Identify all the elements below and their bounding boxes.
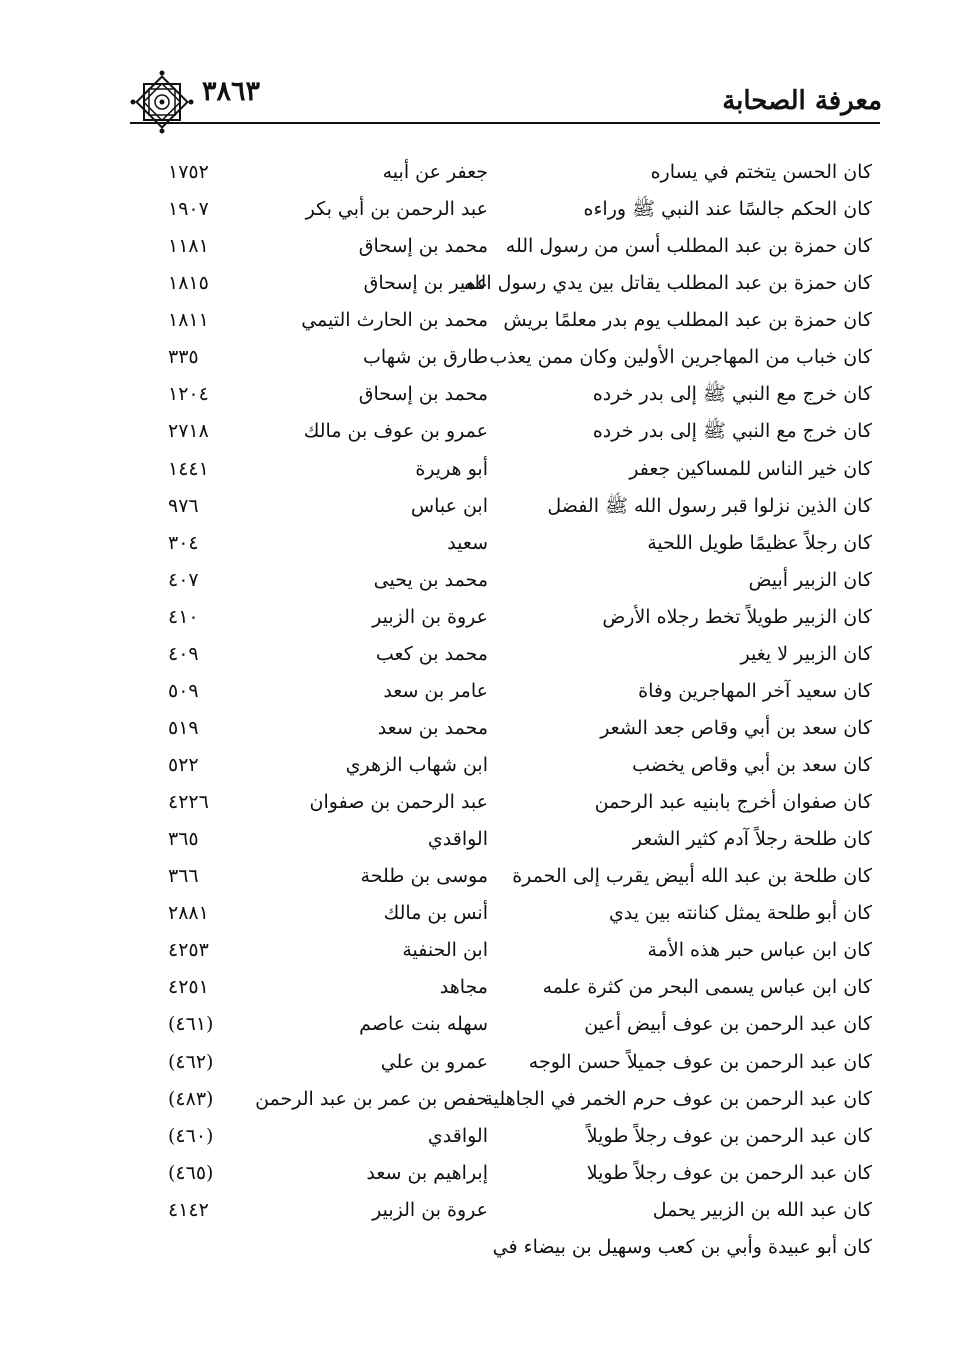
reference-number: (٤٦٠) — [168, 1124, 214, 1147]
narrator-name: طارق بن شهاب — [362, 346, 488, 369]
narrator-name: محمد بن إسحاق — [358, 383, 488, 406]
index-row — [130, 969, 880, 1006]
narrator-name: عامر بن سعد — [383, 679, 488, 702]
hadith-text: كان أبو عبيدة وأبي بن كعب وسهيل بن بيضاء في — [492, 1235, 872, 1258]
hadith-text: كان عبد الرحمن بن عوف رجلاً طويلا — [586, 1161, 872, 1184]
narrator-name: عمرو بن عوف بن مالك — [303, 420, 488, 443]
hadith-text: كان الذين نزلوا قبر رسول الله ﷺ الفضل — [547, 494, 872, 517]
hadith-text: كان عبد الرحمن بن عوف حرم الخمر في الجاهلية — [483, 1087, 872, 1110]
index-row — [130, 821, 880, 858]
hadith-text: كان حمزة بن عبد المطلب يوم بدر معلمًا بريش — [503, 309, 872, 332]
reference-number: ١٨١١ — [168, 309, 209, 332]
book-title: معرفة الصحابة — [722, 86, 882, 116]
narrator-name: ابن عباس — [410, 494, 488, 517]
narrator-name: عبد الرحمن بن صفوان — [309, 791, 488, 814]
hadith-text: كان طلحة رجلاً آدم كثير الشعر — [632, 828, 872, 851]
narrator-name: عبد الرحمن بن أبي بكر — [305, 198, 488, 221]
reference-number: ٣٦٦ — [168, 865, 199, 888]
narrator-name: مجاهد — [439, 976, 488, 999]
narrator-name: إبراهيم بن سعد — [366, 1161, 488, 1184]
reference-number: ٤٢٢٦ — [168, 791, 209, 814]
index-row — [130, 1118, 880, 1155]
narrator-name: أبو هريرة — [415, 457, 488, 480]
narrator-name: محمد بن يحيى — [373, 568, 488, 591]
narrator-name: أنس بن مالك — [383, 902, 488, 925]
index-row — [130, 1155, 880, 1192]
reference-number: ٣٦٥ — [168, 828, 199, 851]
hadith-text: كان الزبير طويلاً تخط رجلاه الأرض — [602, 605, 872, 628]
hadith-text: كان خباب من المهاجرين الأولين وكان ممن يعذب — [489, 346, 872, 369]
index-row — [130, 636, 880, 673]
reference-number: (٤٦٢) — [168, 1050, 214, 1073]
hadith-text: كان خير الناس للمساكين جعفر — [629, 457, 872, 480]
reference-number: ١٢٠٤ — [168, 383, 209, 406]
narrator-name: حفص بن عمر بن عبد الرحمن — [255, 1087, 488, 1110]
index-row — [130, 413, 880, 450]
hadith-text: كان طلحة بن عبد الله أبيض يقرب إلى الحمرة — [512, 865, 872, 888]
index-row — [130, 1081, 880, 1118]
index-row — [130, 525, 880, 562]
narrator-name: ابن الحنفية — [402, 939, 488, 962]
index-row — [130, 488, 880, 525]
index-row — [130, 1044, 880, 1081]
narrator-name: عروة بن الزبير — [372, 1198, 488, 1221]
index-row — [130, 154, 880, 191]
index-row — [130, 451, 880, 488]
reference-number: ٢٨٨١ — [168, 902, 209, 925]
reference-number: ١٤٤١ — [168, 457, 209, 480]
narrator-name: محمد بن الحارث التيمي — [301, 309, 488, 332]
reference-number: ١٨١٥ — [168, 272, 209, 295]
index-row — [130, 228, 880, 265]
hadith-text: كان الحسن يتختم في يساره — [650, 161, 872, 183]
hadith-text: كان خرج مع النبي ﷺ إلى بدر خرده — [592, 420, 872, 443]
hadith-text: كان حمزة بن عبد المطلب أسن من رسول الله — [505, 235, 872, 258]
index-row — [130, 376, 880, 413]
hadith-text: كان سعد بن أبي وقاص جعد الشعر — [600, 716, 872, 739]
reference-number: ٣٠٤ — [168, 531, 199, 554]
narrator-name: عمرو بن علي — [380, 1050, 488, 1073]
reference-number: (٤٨٣) — [168, 1087, 214, 1110]
narrator-name: محمد بن كعب — [375, 642, 488, 665]
reference-number: ٥٠٩ — [168, 679, 199, 702]
reference-number: ٤٢٥٣ — [168, 939, 209, 962]
index-row — [130, 191, 880, 228]
hadith-text: كان عبد الرحمن بن عوف رجلاً طويلاً — [586, 1124, 872, 1147]
reference-number: ٥١٩ — [168, 716, 199, 739]
reference-number: ٩٧٦ — [168, 494, 199, 517]
narrator-name: ابن شهاب الزهري — [345, 754, 488, 776]
hadith-text: كان خرج مع النبي ﷺ إلى بدر خرده — [592, 383, 872, 406]
narrator-name: محمد بن إسحاق — [358, 235, 488, 258]
index-list — [130, 154, 880, 1266]
hadith-text: كان الزبير أبيض — [748, 568, 872, 591]
index-row — [130, 932, 880, 969]
narrator-name: عمير بن إسحاق — [363, 272, 488, 295]
index-row — [130, 895, 880, 932]
page-header — [130, 70, 882, 126]
hadith-text: كان سعد بن أبي وقاص يخضب — [632, 754, 872, 776]
page-number: ٣٨٦٣ — [202, 76, 261, 107]
narrator-name: سهله بنت عاصم — [359, 1013, 488, 1036]
hadith-text: كان عبد الرحمن بن عوف أبيض أعين — [584, 1013, 872, 1036]
hadith-text: كان الزبير لا يغير — [740, 642, 872, 665]
reference-number: ٤٠٩ — [168, 642, 199, 665]
narrator-name: سعيد — [447, 531, 488, 554]
narrator-name: جعفر عن أبيه — [382, 161, 488, 183]
reference-number: (٤٦٥) — [168, 1161, 214, 1184]
hadith-text: كان عبد الله بن الزبير يحمل — [652, 1198, 872, 1221]
narrator-name: محمد بن سعد — [377, 716, 488, 739]
reference-number: ١٧٥٢ — [168, 161, 209, 183]
reference-number: ١٩٠٧ — [168, 198, 209, 221]
star-ornament-icon — [130, 70, 194, 134]
hadith-text: كان صفوان أخرج بابنيه عبد الرحمن — [594, 791, 872, 814]
narrator-name: موسى بن طلحة — [360, 865, 488, 888]
index-row — [130, 265, 880, 302]
header-rule — [130, 122, 880, 124]
narrator-name: الواقدي — [427, 1124, 488, 1147]
reference-number: ٢٧١٨ — [168, 420, 209, 443]
hadith-text: كان حمزة بن عبد المطلب يقاتل بين يدي رسول الله — [464, 272, 872, 295]
hadith-text: كان سعيد آخر المهاجرين وفاة — [638, 679, 872, 702]
index-row — [130, 710, 880, 747]
reference-number: ٤٠٧ — [168, 568, 199, 591]
reference-number: ٤١٠ — [168, 605, 199, 628]
index-row — [130, 302, 880, 339]
hadith-text: كان أبو طلحة يمثل كنانته بين يدي — [608, 902, 872, 925]
hadith-text: كان ابن عباس يسمى البحر من كثرة علمه — [542, 976, 872, 999]
index-row — [130, 858, 880, 895]
index-row — [130, 562, 880, 599]
index-row — [130, 339, 880, 376]
reference-number: ٥٢٢ — [168, 754, 199, 776]
reference-number: ٣٣٥ — [168, 346, 199, 369]
narrator-name: عروة بن الزبير — [372, 605, 488, 628]
reference-number: ١١٨١ — [168, 235, 209, 258]
reference-number: ٤١٤٢ — [168, 1198, 209, 1221]
narrator-name: الواقدي — [427, 828, 488, 851]
index-row — [130, 784, 880, 821]
hadith-text: كان رجلاً عظيمًا طويل اللحية — [647, 531, 872, 554]
index-row — [130, 1229, 880, 1266]
hadith-text: كان عبد الرحمن بن عوف جميلاً حسن الوجه — [528, 1050, 872, 1073]
index-row — [130, 1006, 880, 1043]
index-row — [130, 599, 880, 636]
index-row — [130, 673, 880, 710]
reference-number: (٤٦١) — [168, 1013, 214, 1036]
hadith-text: كان ابن عباس حبر هذه الأمة — [647, 939, 872, 962]
index-row — [130, 747, 880, 784]
reference-number: ٤٢٥١ — [168, 976, 209, 999]
index-row — [130, 1192, 880, 1229]
hadith-text: كان الحكم جالسًا عند النبي ﷺ وراءه — [583, 198, 872, 221]
